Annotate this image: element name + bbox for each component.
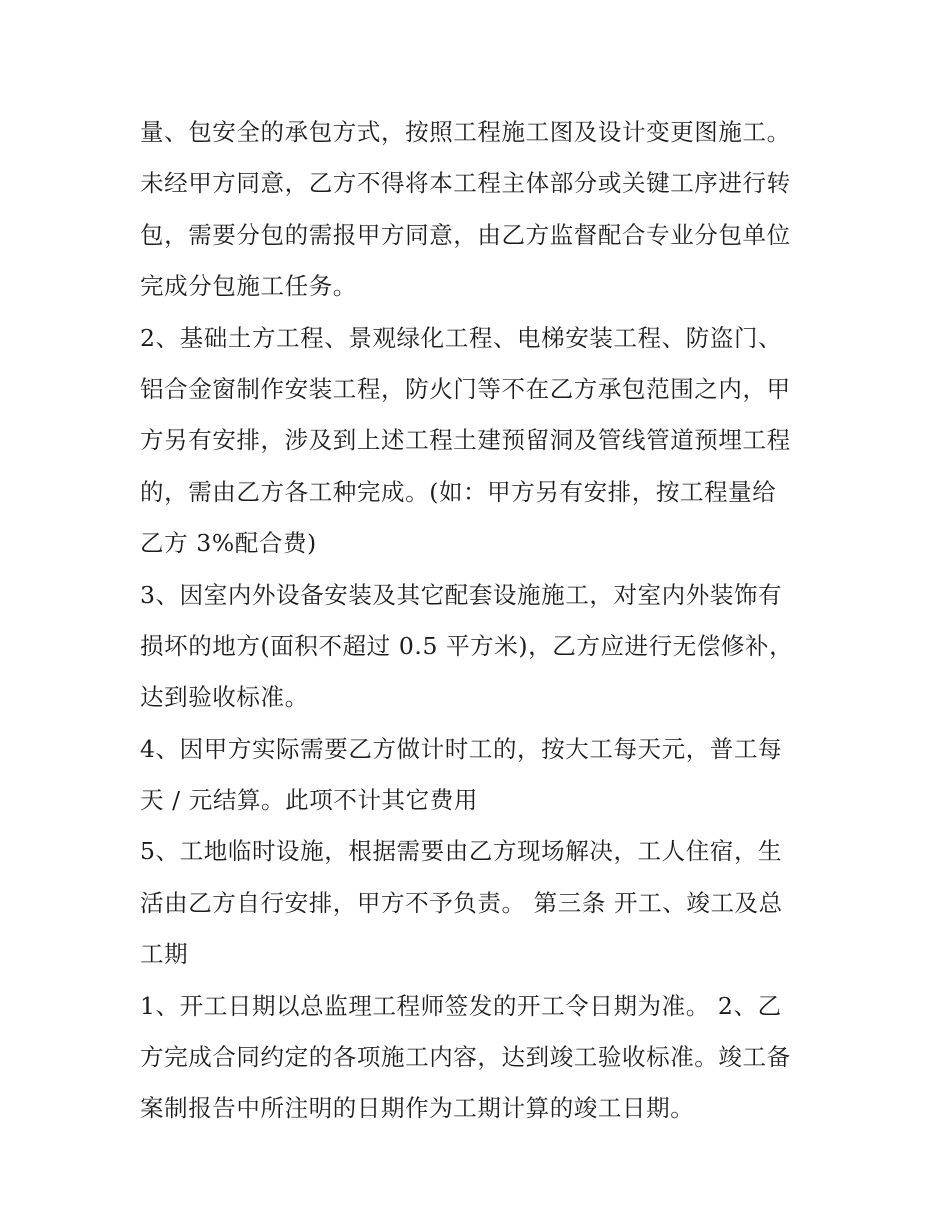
text-line: 3、因室内外设备安装及其它配套设施施工，对室内外装饰有 <box>140 580 783 609</box>
text-line: 量、包安全的承包方式，按照工程施工图及设计变更图施工。 <box>140 118 791 146</box>
text-line: 4、因甲方实际需要乙方做计时工的，按大工每天元，普工每 <box>140 734 783 763</box>
text-line: 的，需由乙方各工种完成。(如：甲方另有安排，按工程量给 <box>140 477 777 506</box>
text-line: 活由乙方自行安排，甲方不予负责。 第三条 开工、竣工及总 <box>140 888 783 917</box>
text-line: 1、开工日期以总监理工程师签发的开工令日期为准。 2、乙 <box>140 991 782 1020</box>
text-line: 未经甲方同意，乙方不得将本工程主体部分或关键工序进行转 <box>140 169 791 198</box>
text-line: 乙方 3%配合费) <box>140 529 317 558</box>
document-body <box>140 107 830 1135</box>
text-line: 方完成合同约定的各项施工内容，达到竣工验收标准。竣工备 <box>140 1043 791 1072</box>
text-line: 损坏的地方(面积不超过 0.5 平方米)，乙方应进行无偿修补， <box>140 631 794 660</box>
text-line: 达到验收标准。 <box>140 683 309 712</box>
text-line: 5、工地临时设施，根据需要由乙方现场解决，工人住宿，生 <box>140 837 783 866</box>
text-line: 工期 <box>140 940 189 969</box>
text-line: 方另有安排，涉及到上述工程土建预留洞及管线管道预埋工程 <box>140 426 791 455</box>
text-line: 案制报告中所注明的日期作为工期计算的竣工日期。 <box>140 1094 695 1123</box>
text-line: 铝合金窗制作安装工程，防火门等不在乙方承包范围之内，甲 <box>140 374 791 403</box>
text-line: 天 / 元结算。此项不计其它费用 <box>140 786 478 815</box>
text-line: 完成分包施工任务。 <box>140 272 357 301</box>
text-line: 2、基础土方工程、景观绿化工程、电梯安装工程、防盗门、 <box>140 323 783 352</box>
text-line: 包，需要分包的需报甲方同意，由乙方监督配合专业分包单位 <box>140 220 791 249</box>
